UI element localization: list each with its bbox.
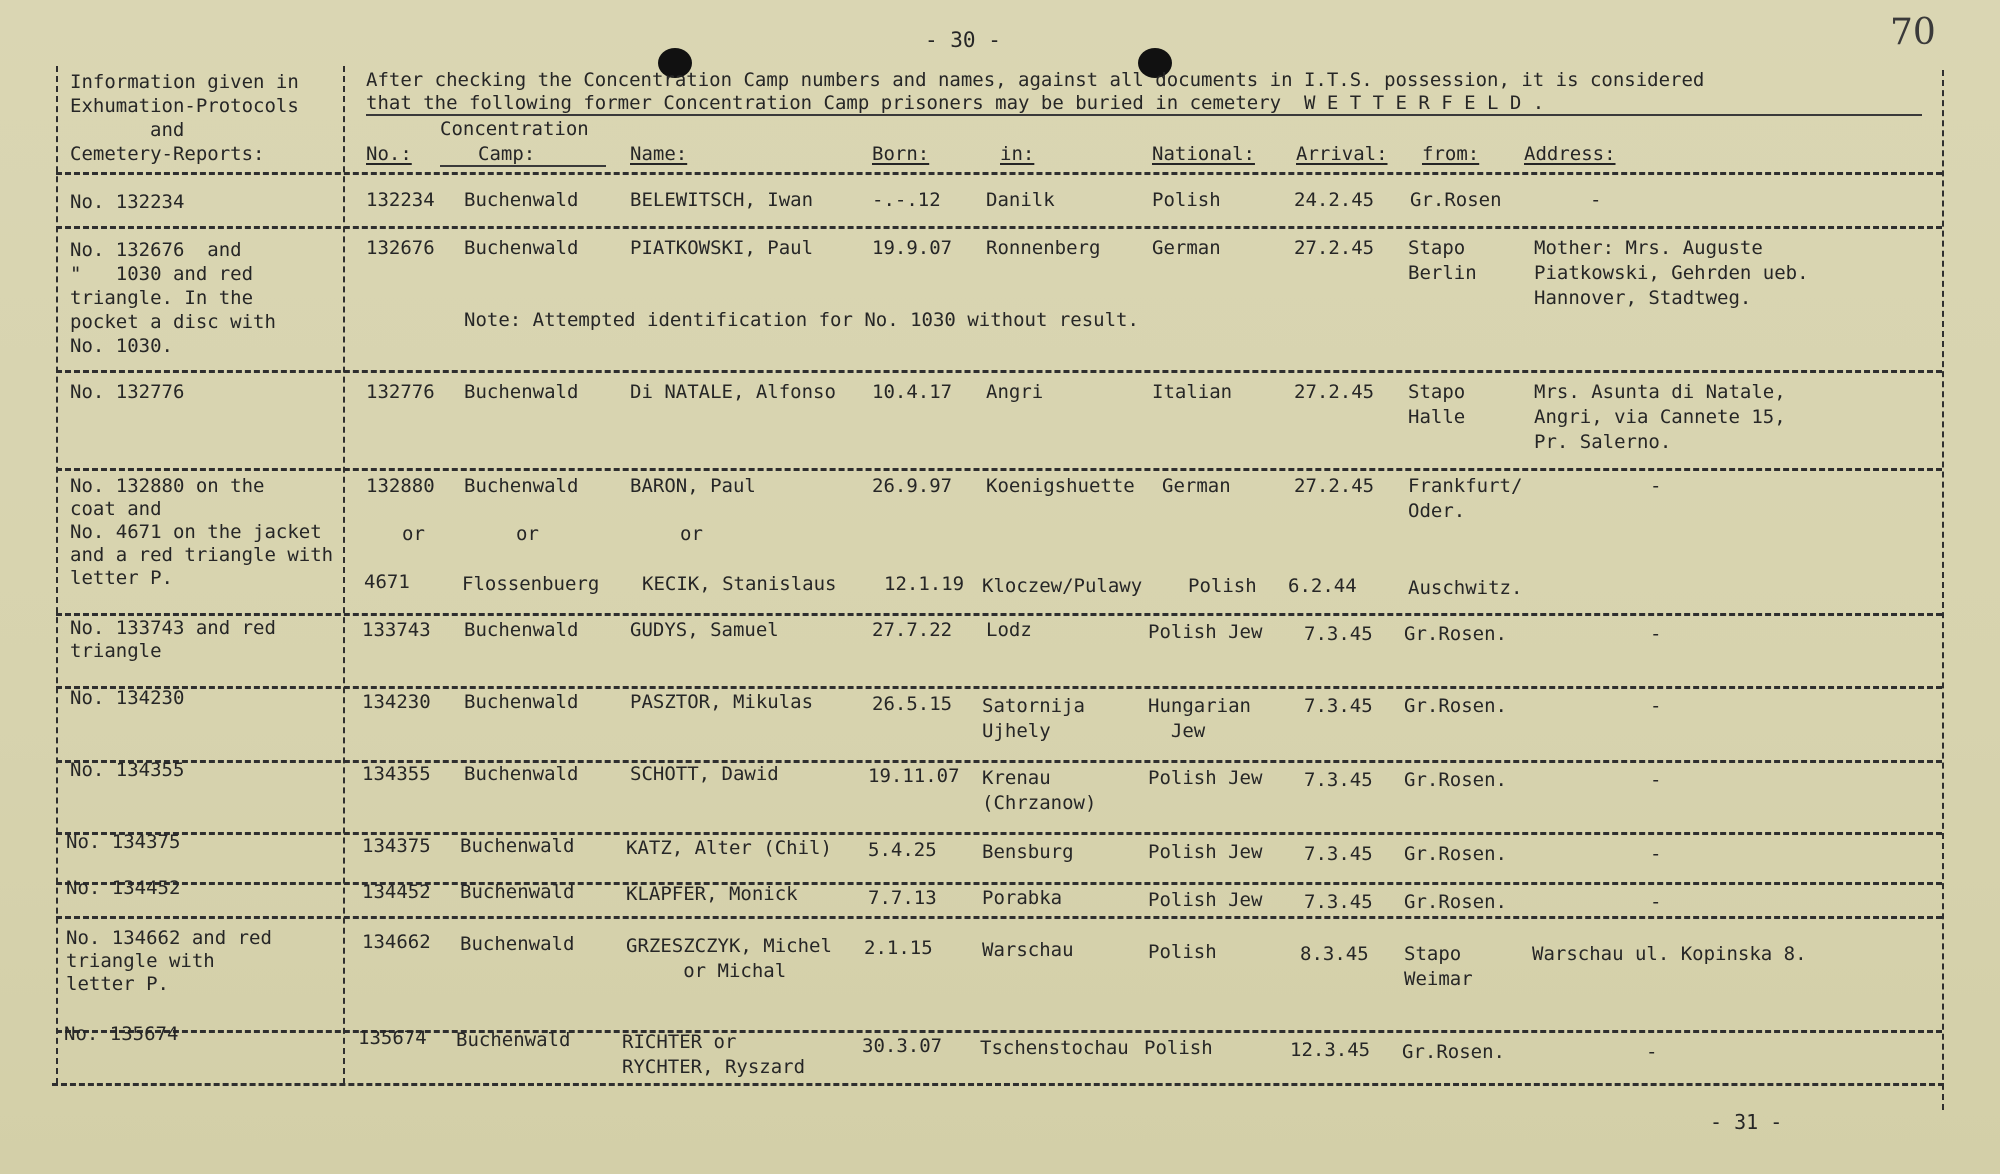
cell-born: 19.11.07 [868,765,960,787]
row-separator [56,370,1942,373]
cell-born: 19.9.07 [872,237,953,259]
cell-national: German [1162,475,1231,497]
cell-address: - [1650,623,1662,645]
cell-born: 30.3.07 [862,1035,943,1057]
row-separator [56,226,1942,229]
cell-address: - [1650,891,1662,913]
cell-in: Koenigshuette [986,475,1135,497]
cell-born: 2.1.15 [864,937,933,959]
cell-national: Polish Jew [1148,889,1263,911]
cell-from: Gr.Rosen. [1402,1041,1505,1063]
cell-arrival: 7.3.45 [1304,769,1373,791]
row-info: triangle. In the [70,287,254,309]
cell-no: 132234 [366,189,435,211]
cell-camp: Buchenwald [460,881,575,903]
cell-arrival: 27.2.45 [1294,381,1375,403]
archive-number: 70 [1890,12,1936,53]
cell-from: Gr.Rosen. [1404,769,1507,791]
cell-camp: Buchenwald [464,237,579,259]
cell-address: - [1646,1041,1658,1063]
cell-from: Gr.Rosen. [1404,695,1507,717]
row-info: coat and [70,498,162,520]
cell-no: 134375 [362,835,431,857]
cell-born: 7.7.13 [868,887,937,909]
alt-in: Kloczew/Pulawy [982,575,1143,597]
cell-in: Angri [986,381,1044,403]
cell-in: Krenau (Chrzanow) [982,767,1097,814]
alternative-or: or [516,523,539,545]
cell-in: Lodz [986,619,1032,641]
alt-arrival: 6.2.44 [1288,575,1357,597]
cell-national: Hungarian Jew [1148,695,1251,742]
row-info: No. 132676 and [70,239,242,261]
cell-name: GUDYS, Samuel [630,619,779,641]
cell-born: 26.5.15 [872,693,953,715]
cell-address: - [1650,843,1662,865]
cell-in: Tschenstochau [980,1037,1129,1059]
column-divider [343,66,345,1084]
cell-camp: Buchenwald [456,1029,571,1051]
column-header-in: in: [1000,143,1035,165]
cell-arrival: 24.2.45 [1294,189,1375,211]
cell-camp: Buchenwald [464,475,579,497]
cell-no: 134230 [362,691,431,713]
cell-camp: Buchenwald [460,835,575,857]
cell-born: 26.9.97 [872,475,953,497]
cell-national: Polish [1152,189,1221,211]
cell-no: 132776 [366,381,435,403]
cell-address: - [1650,769,1662,791]
row-separator [56,468,1942,471]
cell-address: - [1590,189,1602,211]
cell-name: RICHTER or RYCHTER, Ryszard [622,1031,806,1078]
cell-in: Satornija Ujhely [982,695,1085,742]
cell-no: 135674 [358,1027,427,1049]
cell-in: Ronnenberg [986,237,1101,259]
row-info: No. 132776 [70,381,185,403]
cell-born: -.-.12 [872,189,941,211]
cell-arrival: 27.2.45 [1294,475,1375,497]
cell-camp: Buchenwald [464,619,579,641]
cell-camp: Buchenwald [464,189,579,211]
alt-camp: Flossenbuerg [462,573,600,595]
column-header-arrival: Arrival: [1296,143,1388,165]
row-info: No. 134452 [66,877,181,899]
frame-bottom-border [52,1083,1944,1086]
intro-text-line: that the following former Concentration Camp prisoners may be buried in cemetery W E T T E R F E L D . [366,92,1545,114]
column-header-born: Born: [872,143,930,165]
row-info: No. 1030. [70,335,173,357]
cell-born: 27.7.22 [872,619,953,641]
cell-born: 5.4.25 [868,839,937,861]
row-info: " 1030 and red [70,263,254,285]
cell-arrival: 27.2.45 [1294,237,1375,259]
row-info: No. 134230 [70,687,185,709]
alt-from: Auschwitz. [1408,577,1523,599]
cell-from: Frankfurt/ Oder. [1408,475,1523,522]
cell-from: Gr.Rosen. [1404,623,1507,645]
row-info: letter P. [66,973,169,995]
column-header-no: No.: [366,143,412,165]
cell-arrival: 7.3.45 [1304,623,1373,645]
row-separator [56,760,1942,763]
cell-name: BARON, Paul [630,475,756,497]
cell-name: GRZESZCZYK, Michel or Michal [626,935,832,982]
alternative-or: or [402,523,425,545]
cell-camp: Buchenwald [460,933,575,955]
row-info: No. 134355 [70,759,185,781]
cell-name: PIATKOWSKI, Paul [630,237,814,259]
intro-text-line: After checking the Concentration Camp numbers and names, against all documents in I.T.S. possession, it is considered [366,69,1705,91]
row-info: No. 4671 on the jacket [70,521,322,543]
row-info: letter P. [70,567,173,589]
camp-underline [440,165,606,167]
next-page-number: - 31 - [1710,1110,1783,1134]
row-info: No. 134375 [66,831,181,853]
cell-name: KATZ, Alter (Chil) [626,837,832,859]
row-info: No. 135674 [64,1023,179,1045]
row-separator [56,882,1942,885]
cell-in: Porabka [982,887,1063,909]
row-note: Note: Attempted identification for No. 1030 without result. [464,309,1139,331]
cell-in: Bensburg [982,841,1074,863]
row-info: and a red triangle with [70,544,334,566]
left-header-line: and [150,119,185,141]
cell-arrival: 7.3.45 [1304,843,1373,865]
cell-no: 133743 [362,619,431,641]
row-info: No. 134662 and red [66,927,272,949]
row-info: No. 133743 and red [70,617,276,639]
column-header-name: Name: [630,143,688,165]
cell-no: 134662 [362,931,431,953]
column-header-from: from: [1422,143,1480,165]
row-separator [56,832,1942,835]
row-separator [56,916,1942,919]
concentration-label: Concentration [440,118,589,140]
cell-address: Mother: Mrs. Auguste Piatkowski, Gehrden ueb. Hannover, Stadtweg. [1534,237,1809,309]
cell-name: KLAPFER, Monick [626,883,798,905]
cell-national: German [1152,237,1221,259]
cell-arrival: 7.3.45 [1304,891,1373,913]
cell-name: SCHOTT, Dawid [630,763,779,785]
cell-from: Gr.Rosen [1410,189,1502,211]
left-header-line: Information given in [70,71,299,93]
header-separator [56,172,1942,175]
column-header-national: National: [1152,143,1255,165]
alt-no: 4671 [364,571,410,593]
cell-camp: Buchenwald [464,381,579,403]
cell-arrival: 7.3.45 [1304,695,1373,717]
cell-national: Polish [1144,1037,1213,1059]
row-separator [56,686,1942,689]
row-info: triangle with [66,950,215,972]
cell-from: Gr.Rosen. [1404,891,1507,913]
alternative-or: or [680,523,703,545]
cell-from: Stapo Berlin [1408,237,1477,284]
cell-born: 10.4.17 [872,381,953,403]
alt-name: KECIK, Stanislaus [642,573,837,595]
row-info: No. 132234 [70,191,185,213]
row-separator [56,613,1942,616]
cell-name: BELEWITSCH, Iwan [630,189,814,211]
row-info: pocket a disc with [70,311,276,333]
cell-camp: Buchenwald [464,763,579,785]
alt-national: Polish [1188,575,1257,597]
cell-from: Stapo Weimar [1404,943,1473,990]
cell-arrival: 8.3.45 [1300,943,1369,965]
cell-name: PASZTOR, Mikulas [630,691,814,713]
cell-no: 134452 [362,881,431,903]
cell-address: - [1650,475,1662,497]
row-separator [56,1030,1942,1033]
cell-national: Polish Jew [1148,767,1263,789]
left-header-line: Exhumation-Protocols [70,95,299,117]
cell-from: Stapo Halle [1408,381,1466,428]
cell-no: 132676 [366,237,435,259]
cell-address: - [1650,695,1662,717]
cell-address: Warschau ul. Kopinska 8. [1532,943,1807,965]
cell-address: Mrs. Asunta di Natale, Angri, via Cannete 15, Pr. Salerno. [1534,381,1786,453]
row-info: No. 132880 on the [70,475,265,497]
cell-camp: Buchenwald [464,691,579,713]
cell-no: 134355 [362,763,431,785]
cell-national: Polish Jew [1148,621,1263,643]
cell-no: 132880 [366,475,435,497]
cell-national: Polish Jew [1148,841,1263,863]
column-header-address: Address: [1524,143,1616,165]
cell-in: Danilk [986,189,1055,211]
cell-name: Di NATALE, Alfonso [630,381,836,403]
left-header-line: Cemetery-Reports: [70,143,265,165]
cell-national: Italian [1152,381,1233,403]
cell-national: Polish [1148,941,1217,963]
column-header-camp: Camp: [478,143,536,165]
cell-from: Gr.Rosen. [1404,843,1507,865]
alt-born: 12.1.19 [884,573,965,595]
frame-left-border [56,66,58,1084]
cell-arrival: 12.3.45 [1290,1039,1371,1061]
frame-right-border [1942,70,1944,1110]
page-number: - 30 - [925,28,1001,52]
cell-in: Warschau [982,939,1074,961]
row-info: triangle [70,640,162,662]
